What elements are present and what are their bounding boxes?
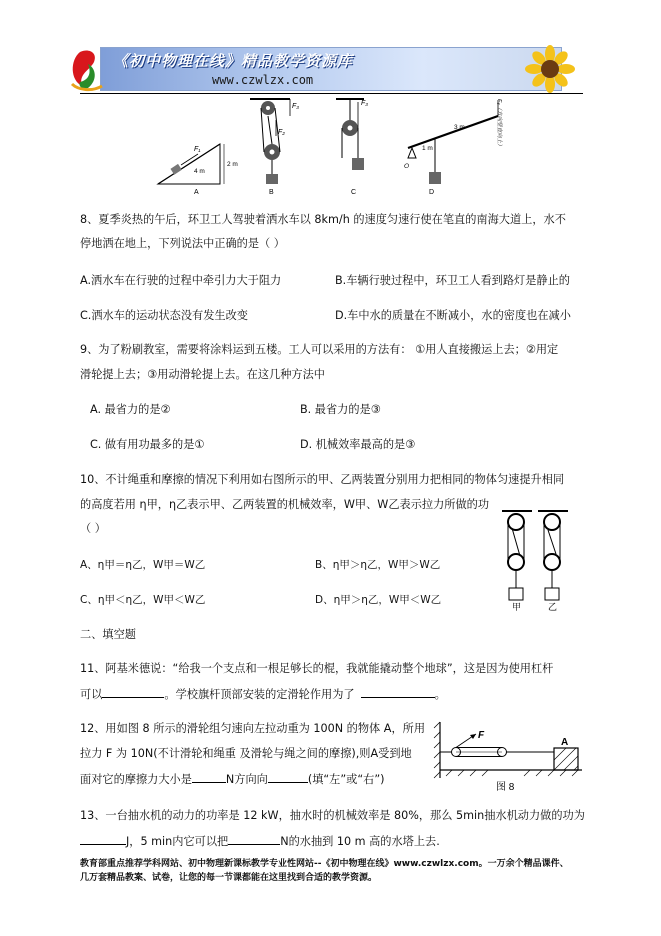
q9-stem-line2: 滑轮提上去；③用动滑轮提上去。在这几种方法中 (80, 368, 325, 381)
q12-line1: 12、用如图 8 所示的滑轮组匀速向左拉动重为 100N 的物体 A，所用 (80, 722, 426, 735)
sunflower-icon (525, 45, 575, 93)
q11-text-b: 。学校旗杆顶部安装的定滑轮作用为了 (164, 688, 355, 701)
figure-c-force: F₃ (361, 100, 369, 107)
q11-text-a: 可以 (80, 688, 103, 701)
figure-d-force: F₄（方向竖直向上） (496, 99, 502, 149)
top-figure (150, 96, 510, 196)
figure-d-pivot: O (404, 163, 410, 170)
q10-figure-jia: 甲 (512, 602, 522, 612)
figure-a-height-label: 2 m (227, 161, 238, 168)
q9-option-b: B. 最省力的是③ (300, 403, 381, 416)
q10-option-d: D、η甲＞η乙，W甲＜W乙 (315, 594, 442, 606)
q12-figure-block-a: A (561, 737, 569, 748)
footer-line2: 几万套精品教案、试卷，让您的每一节课都能在这里找到合适的教学资源。 (80, 873, 378, 883)
q10-figure (494, 508, 574, 612)
q8-option-d: D.车中水的质量在不断减小，水的密度也在减小 (335, 309, 571, 322)
q12-figure-force: F (478, 730, 485, 741)
q11-text-c: 。 (434, 688, 446, 701)
figure-d-short-arm: 1 m (422, 145, 433, 152)
figure-label-c: C (351, 189, 357, 196)
q13-blank-2[interactable] (228, 833, 280, 845)
q13-blank-1[interactable] (80, 833, 126, 845)
q12-text-b: N方向向 (225, 773, 268, 786)
q9-option-c: C. 做有用功最多的是① (90, 438, 205, 451)
banner-url: www.czwlzx.com (212, 73, 314, 87)
q11-blank-2[interactable] (361, 686, 435, 698)
q13-text-c: N的水抽到 10 m 高的水塔上去. (280, 835, 440, 848)
q12-figure (432, 718, 584, 796)
q12-text-a: 面对它的摩擦力大小是 (80, 773, 192, 786)
figure-c-pulley (336, 99, 368, 170)
figure-b-force-3: F₃ (292, 103, 300, 110)
q13-line2 (80, 833, 440, 850)
logo-icon (58, 46, 118, 94)
q12-figure-caption: 图 8 (496, 782, 515, 793)
header-rule (80, 93, 583, 94)
footer-line1: 教育部重点推荐学科网站、初中物理新课标教学专业性网站--《初中物理在线》www.czwlzx.com。一万余个精品课件、 (80, 859, 569, 869)
q12-text-c: (填“左”或“右”) (307, 773, 385, 786)
q8-stem-line1: 8、夏季炎热的午后，环卫工人驾驶着洒水车以 8km/h 的速度匀速行使在笔直的南海大道上，水不 (80, 213, 566, 226)
q13-line1: 13、一台抽水机的动力的功率是 12 kW，抽水时的机械效率是 80%，那么 5min抽水机动力做的功为 (80, 809, 585, 822)
q8-option-a: A.洒水车在行驶的过程中牵引力大于阻力 (80, 274, 282, 287)
q12-line2: 拉力 F 为 10N(不计滑轮和绳重 及滑轮与绳之间的摩擦),则A受到地 (80, 747, 412, 760)
figure-d-long-arm: 3 m (454, 124, 465, 131)
q10-option-a: A、η甲＝η乙，W甲＝W乙 (80, 559, 206, 571)
q11-line1: 11、阿基米德说：“给我一个支点和一根足够长的棍，我就能撬动整个地球”，这是因为使用杠杆 (80, 662, 554, 675)
q8-stem-line2: 停地洒在地上，下列说法中正确的是（ ） (80, 237, 285, 250)
q11-line2 (80, 686, 446, 703)
figure-a-length-label: 4 m (194, 168, 205, 175)
figure-a-incline (158, 144, 238, 184)
figure-d-lever (404, 99, 503, 184)
figure-label-b: B (269, 189, 274, 196)
q10-option-b: B、η甲＞η乙，W甲＞W乙 (315, 559, 441, 571)
figure-label-d: D (429, 189, 435, 196)
q12-line3 (80, 771, 385, 788)
q12-blank-1[interactable] (192, 771, 226, 783)
q9-stem-line1: 9、为了粉刷教室，需要将涂料运到五楼。工人可以采用的方法有： ①用人直接搬运上去；②用定 (80, 343, 559, 356)
figure-label-a: A (194, 189, 199, 196)
q13-text-b: J，5 min内它可以把 (126, 835, 229, 848)
figure-b-force-2: F₂ (278, 129, 285, 136)
q9-option-a: A. 最省力的是② (90, 403, 171, 416)
q11-blank-1[interactable] (102, 686, 164, 698)
q10-stem-line2: 的高度若用 η甲，η乙表示甲、乙两装置的机械效率，W甲、W乙表示拉力所做的功 (80, 498, 490, 511)
figure-a-force-label: F₁ (194, 146, 201, 153)
q10-figure-yi: 乙 (548, 602, 558, 612)
section-title-fill-in: 二、填空题 (80, 628, 136, 641)
q12-blank-2[interactable] (268, 771, 308, 783)
q9-option-d: D. 机械效率最高的是③ (300, 438, 416, 451)
q10-stem-line1: 10、不计绳重和摩擦的情况下利用如右图所示的甲、乙两装置分别用力把相同的物体匀速提升相同 (80, 473, 565, 486)
q8-option-c: C.洒水车的运动状态没有发生改变 (80, 309, 248, 322)
q10-option-c: C、η甲＜η乙，W甲＜W乙 (80, 594, 206, 606)
q10-paren: （ ） (80, 522, 106, 535)
banner-title: 《初中物理在线》精品教学资源库 (113, 52, 354, 70)
q8-option-b: B.车辆行驶过程中，环卫工人看到路灯是静止的 (335, 274, 570, 287)
figure-b-pulley-block (250, 99, 299, 184)
